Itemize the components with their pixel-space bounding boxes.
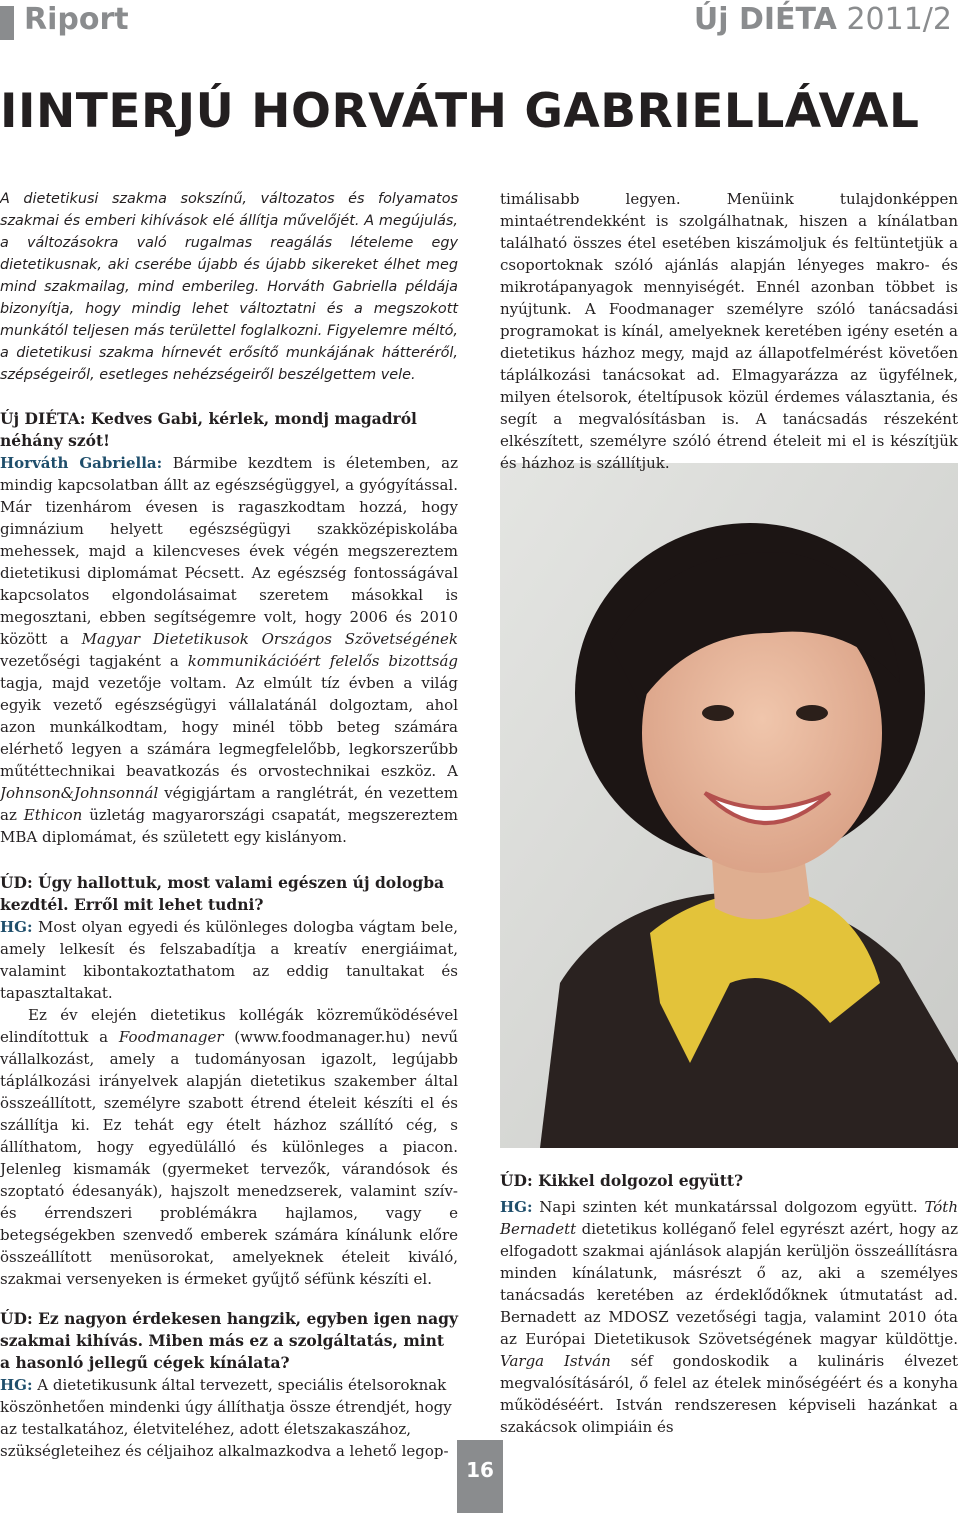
question-1: Új DIÉTA: Kedves Gabi, kérlek, mondj magadról néhány szót! — [0, 409, 417, 450]
answer-text: séf gondoskodik a kulináris élvezet megvalósításáról, ő felel az ételek minőségéért és a konyha működéséért. István rendszeresen képviseli hazánkat a szakácsok olimpiáin és — [500, 1352, 958, 1436]
answer-2-paragraph-2 — [0, 1004, 458, 1290]
header-accent-bar — [0, 6, 14, 40]
question-4: ÚD: Kikkel dolgozol együtt? — [500, 1171, 744, 1190]
company-name: Foodmanager — [118, 1028, 224, 1046]
portrait-image — [500, 463, 958, 1148]
speaker-label: HG: — [0, 1376, 33, 1394]
right-column-top — [500, 188, 958, 474]
page-number-box — [457, 1440, 503, 1513]
issue-number: 2011/2 — [846, 2, 952, 37]
answer-4 — [500, 1196, 958, 1438]
answer-3 — [0, 1374, 458, 1462]
lead-paragraph: A dietetikusi szakma sokszínű, változatos és folyamatos szakmai és emberi kihívások elé állítja művelőjét. A megújulás, a változásokra való rugalmas reagálás lételeme egy dietetikusnak, aki cserébe újabb és újabb sikereket élhet meg mind szakmailag, mind emberileg. Horváth Gabriella példája bizonyítja, hogy mindig lehet változtatni és a megszokott munkától teljesen más területtel foglalkozni. Figyelemre méltó, a dietetikusi szakma hírnevét erősítő munkájának hátteréről, szépségeiről, esetleges nehézségeiről beszélgettem vele. — [0, 191, 458, 383]
answer-text: A dietetikusunk által tervezett, speciális ételsoroknak köszönhetően mindenki úgy állíthatja össze étrendjét, hogy az testalkatához, életviteléhez, adott életszakaszához, szükségleteihez és céljaihoz alkalmazkodva a lehető legop- — [0, 1376, 452, 1460]
speaker-label: HG: — [500, 1198, 533, 1216]
page-number: 16 — [466, 1458, 494, 1482]
question-2: ÚD: Úgy hallottuk, most valami egészen új dologba kezdtél. Erről mit lehet tudni? — [0, 873, 445, 914]
org-name: Magyar Dietetikusok Országos Szövetségének — [81, 630, 458, 648]
section-label: Riport — [24, 2, 129, 37]
org-name: Ethicon — [23, 806, 83, 824]
answer-1 — [0, 452, 458, 848]
answer-text: (www.foodmanager.hu) nevű vállalkozást, amely a tudományosan igazolt, legújabb táplálkozási irányelvek alapján dietetikus szakember által összeállított, személyre szabott étrend ételeit készíti el és szállítja ki. Ez tehát egy ételt házhoz szállító cég, s állíthatom, hogy egyedülálló és különleges a piacon. Jelenleg kismamák (gyermeket tervezők, várandósok és szoptató édesanyák), hajszolt menedzserek, valamint szív- és érrendszeri problémákra hajlamos, vagy e betegségekben szenvedő emberek számára kínálunk előre összeállított menüsorokat, amelyeknek ételeit kiváló, szakmai versenyeken is érmeket gyűjtő séfünk készíti el. — [0, 1028, 459, 1288]
answer-text: vezetőségi tagjaként a — [0, 652, 188, 670]
left-column — [0, 188, 458, 1462]
org-name: Johnson&Johnsonnál — [0, 784, 159, 802]
magazine-name: Új DIÉTA — [693, 2, 837, 37]
answer-text: Most olyan egyedi és különleges dologba vágtam bele, amely lelkesít és felszabadítja a kreatív energiáimat, valamint kibontakoztathatom az eddig tanultakat és tapasztaltakat. — [0, 918, 458, 1002]
answer-2 — [0, 916, 458, 1004]
answer-text: dietetikus kolléganő felel egyrészt azért, hogy az elfogadott szakmai ajánlások alapján kerüljön összeállításra minden kínálatunk, másrészt ő az, aki a személyes tanácsadás keretében az érdeklődőknek útmutatást ad. Bernadett az MDOSZ vezetőségi tagja, valamint 2010 óta az Európai Dietetikusok Szövetségének magyar küldöttje. — [500, 1220, 958, 1348]
answer-text: tagja, majd vezetője voltam. Az elmúlt tíz évben a világ egyik vezető egészségügyi vállalatánál dolgoztam, ahol azon munkálkodtam, hogy minél több beteg számára elérhető legyen a számára legmegfelelőbb, legkorszerűbb műtéttechnikai beavatkozás és orvostechnikai eszköz. A — [0, 674, 458, 780]
answer-text: végigjártam a ranglétrát, én vezettem az — [0, 784, 458, 824]
answer-text: Bármibe kezdtem is életemben, az mindig kapcsolatban állt az egészségüggyel, a gyógyítással. Már tizenhárom évesen is ragaszkodtam hozzá, hogy gimnázium helyett egészségügyi szakközépiskolába mehessek, majd a kilencveses évek végén megszereztem dietetikusi diplomámat Pécsett. Az egészség fontosságával kapcsolatos elgondolásaimat szeretem másokkal is megosztani, ebben segítségemre volt, hogy 2006 és 2010 között a — [0, 454, 458, 648]
person-name: Tóth Bernadett — [500, 1198, 958, 1238]
answer-3-continued: timálisabb legyen. Menüink tulajdonképpen mintaétrendekként is szolgálhatnak, hiszen a kínálatban található összes étel esetében kiszámoljuk és feltüntetjük a csoportoknak szóló ajánlás alapján lényeges makro- és mikrotápanyagok mennyiségét. Ennél azonban többet is nyújtunk. A Foodmanager személyre szóló tanácsadási programokat is kínál, amelyeknek keretében igény esetén a dietetikus házhoz megy, majd az állapotfelmérést követően táplálkozási tanácsokat ad. Elmagyarázza az ügyfélnek, milyen ételsorok, ételtípusok közül érdemes választania, és segít a megvalósításban is. A tanácsadás részeként elkészített, személyre szóló étrend ételeit mi el is készítjük és házhoz is szállítjuk. — [500, 190, 958, 472]
org-name: kommunikációért felelős bizottság — [187, 652, 458, 670]
person-name: Varga István — [500, 1352, 611, 1370]
issue-label — [694, 2, 952, 37]
answer-text: Napi szinten két munkatárssal dolgozom együtt. — [532, 1198, 925, 1216]
speaker-label: Horváth Gabriella: — [0, 454, 163, 472]
right-column-bottom — [500, 1170, 958, 1438]
speaker-label: HG: — [0, 918, 33, 936]
portrait-photo — [500, 463, 958, 1148]
question-3: ÚD: Ez nagyon érdekesen hangzik, egyben igen nagy szakmai kihívás. Miben más ez a szolgáltatás, mint a hasonló jellegű cégek kínálata? — [0, 1309, 458, 1372]
answer-text: Ez év elején dietetikus kollégák közreműködésével elindítottuk a — [0, 1006, 458, 1046]
answer-text: üzletág magyarországi csapatát, megszereztem MBA diplomámat, és született egy kislányom. — [0, 806, 458, 846]
article-title: IINTERJÚ HORVÁTH GABRIELLÁVAL — [0, 84, 920, 139]
